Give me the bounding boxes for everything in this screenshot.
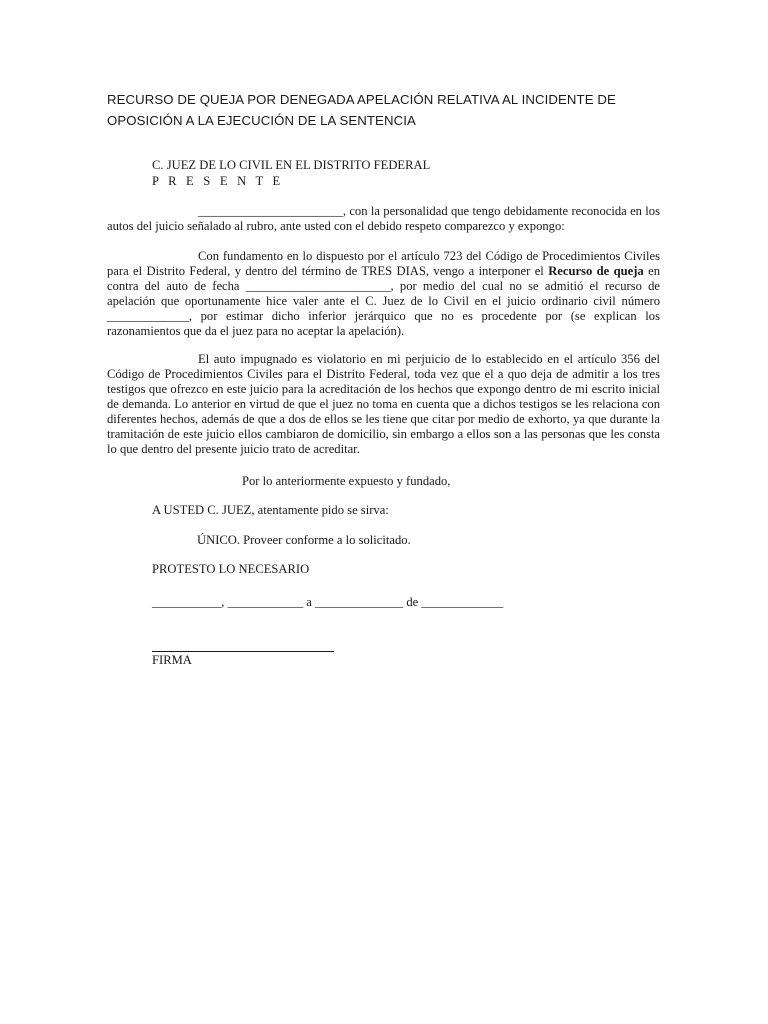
paragraph-fundamento-text-c: , por medio del cual no se admitió el recurso de apelación que oportunamente hice valer ante el C. Juez de lo Civil en el juicio ordinario civil número [107,279,660,308]
paragraph-fundamento [107,249,660,339]
protesto-statement: PROTESTO LO NECESARIO [152,562,310,576]
blank-year-field: _____________ [421,595,504,609]
signature-label: FIRMA [152,653,192,667]
paragraph-introduction [107,204,660,234]
recurso-de-queja-bold: Recurso de queja [548,264,644,278]
paragraph-introduction-text: , con la personalidad que tengo debidamente reconocida en los autos del juicio señalado al rubro, ante usted con el debido respeto comparezco y expongo: [107,204,660,233]
blank-month-field: ______________ [315,595,404,609]
date-word-de: de [403,595,422,609]
paragraph-auto-impugnado-text: El auto impugnado es violatorio en mi perjuicio de lo establecido en el artículo 356 del Código de Procedimientos Civiles para el Distrito Federal, toda vez que el a quo deja de admitir a los tres testigos que ofrezco en este juicio para la acreditación de los hechos que expongo dentro de mi escrito inicial de demanda. Lo anterior en virtud de que el juez no toma en cuenta que a dichos testigos se les relaciona con diferentes hechos, además de que a dos de ellos se les tiene que citar por medio de exhorto, ya que durante la tramitación de este juicio ellos cambiaron de domicilio, sin embargo a ellos son a las personas que les consta lo que dentro del presente juicio trato de acreditar. [107,352,660,456]
date-word-a: a [303,595,316,609]
blank-name-field: _______________________ [198,204,343,218]
document-title: RECURSO DE QUEJA POR DENEGADA APELACIÓN RELATIVA AL INCIDENTE DE OPOSICIÓN A LA EJECUCIÓN DE LA SENTENCIA [107,92,616,128]
date-line [152,594,503,610]
date-separator: , [221,595,228,609]
blank-fecha-field: _______________________ [245,279,391,293]
paragraph-fundamento-text-a: Con fundamento en lo dispuesto por el artículo 723 del Código de Procedimientos Civiles para el Distrito Federal, y dentro del término de TRES DIAS, vengo a interponer el [107,249,660,278]
request-statement: A USTED C. JUEZ, atentamente pido se sirva: [152,503,389,517]
blank-day-field: ____________ [227,595,304,609]
unico-statement: ÚNICO. Proveer conforme a lo solicitado. [197,533,411,547]
addressee-presente: P R E S E N T E [152,174,284,188]
blank-numero-field: _____________ [107,309,189,323]
addressee-block [152,157,430,189]
paragraph-auto-impugnado [107,352,660,457]
addressee-judge: C. JUEZ DE LO CIVIL EN EL DISTRITO FEDERAL [152,158,431,172]
blank-place-field: ___________ [152,595,222,609]
closing-statement: Por lo anteriormente expuesto y fundado, [242,474,451,488]
paragraph-fundamento-text-d: , por estimar dicho inferior jerárquico que no es procedente por (se explican los razonamientos que da el juez para no aceptar la apelación). [107,309,660,338]
paragraph-fundamento-text-b: en contra del auto de fecha [107,264,660,293]
